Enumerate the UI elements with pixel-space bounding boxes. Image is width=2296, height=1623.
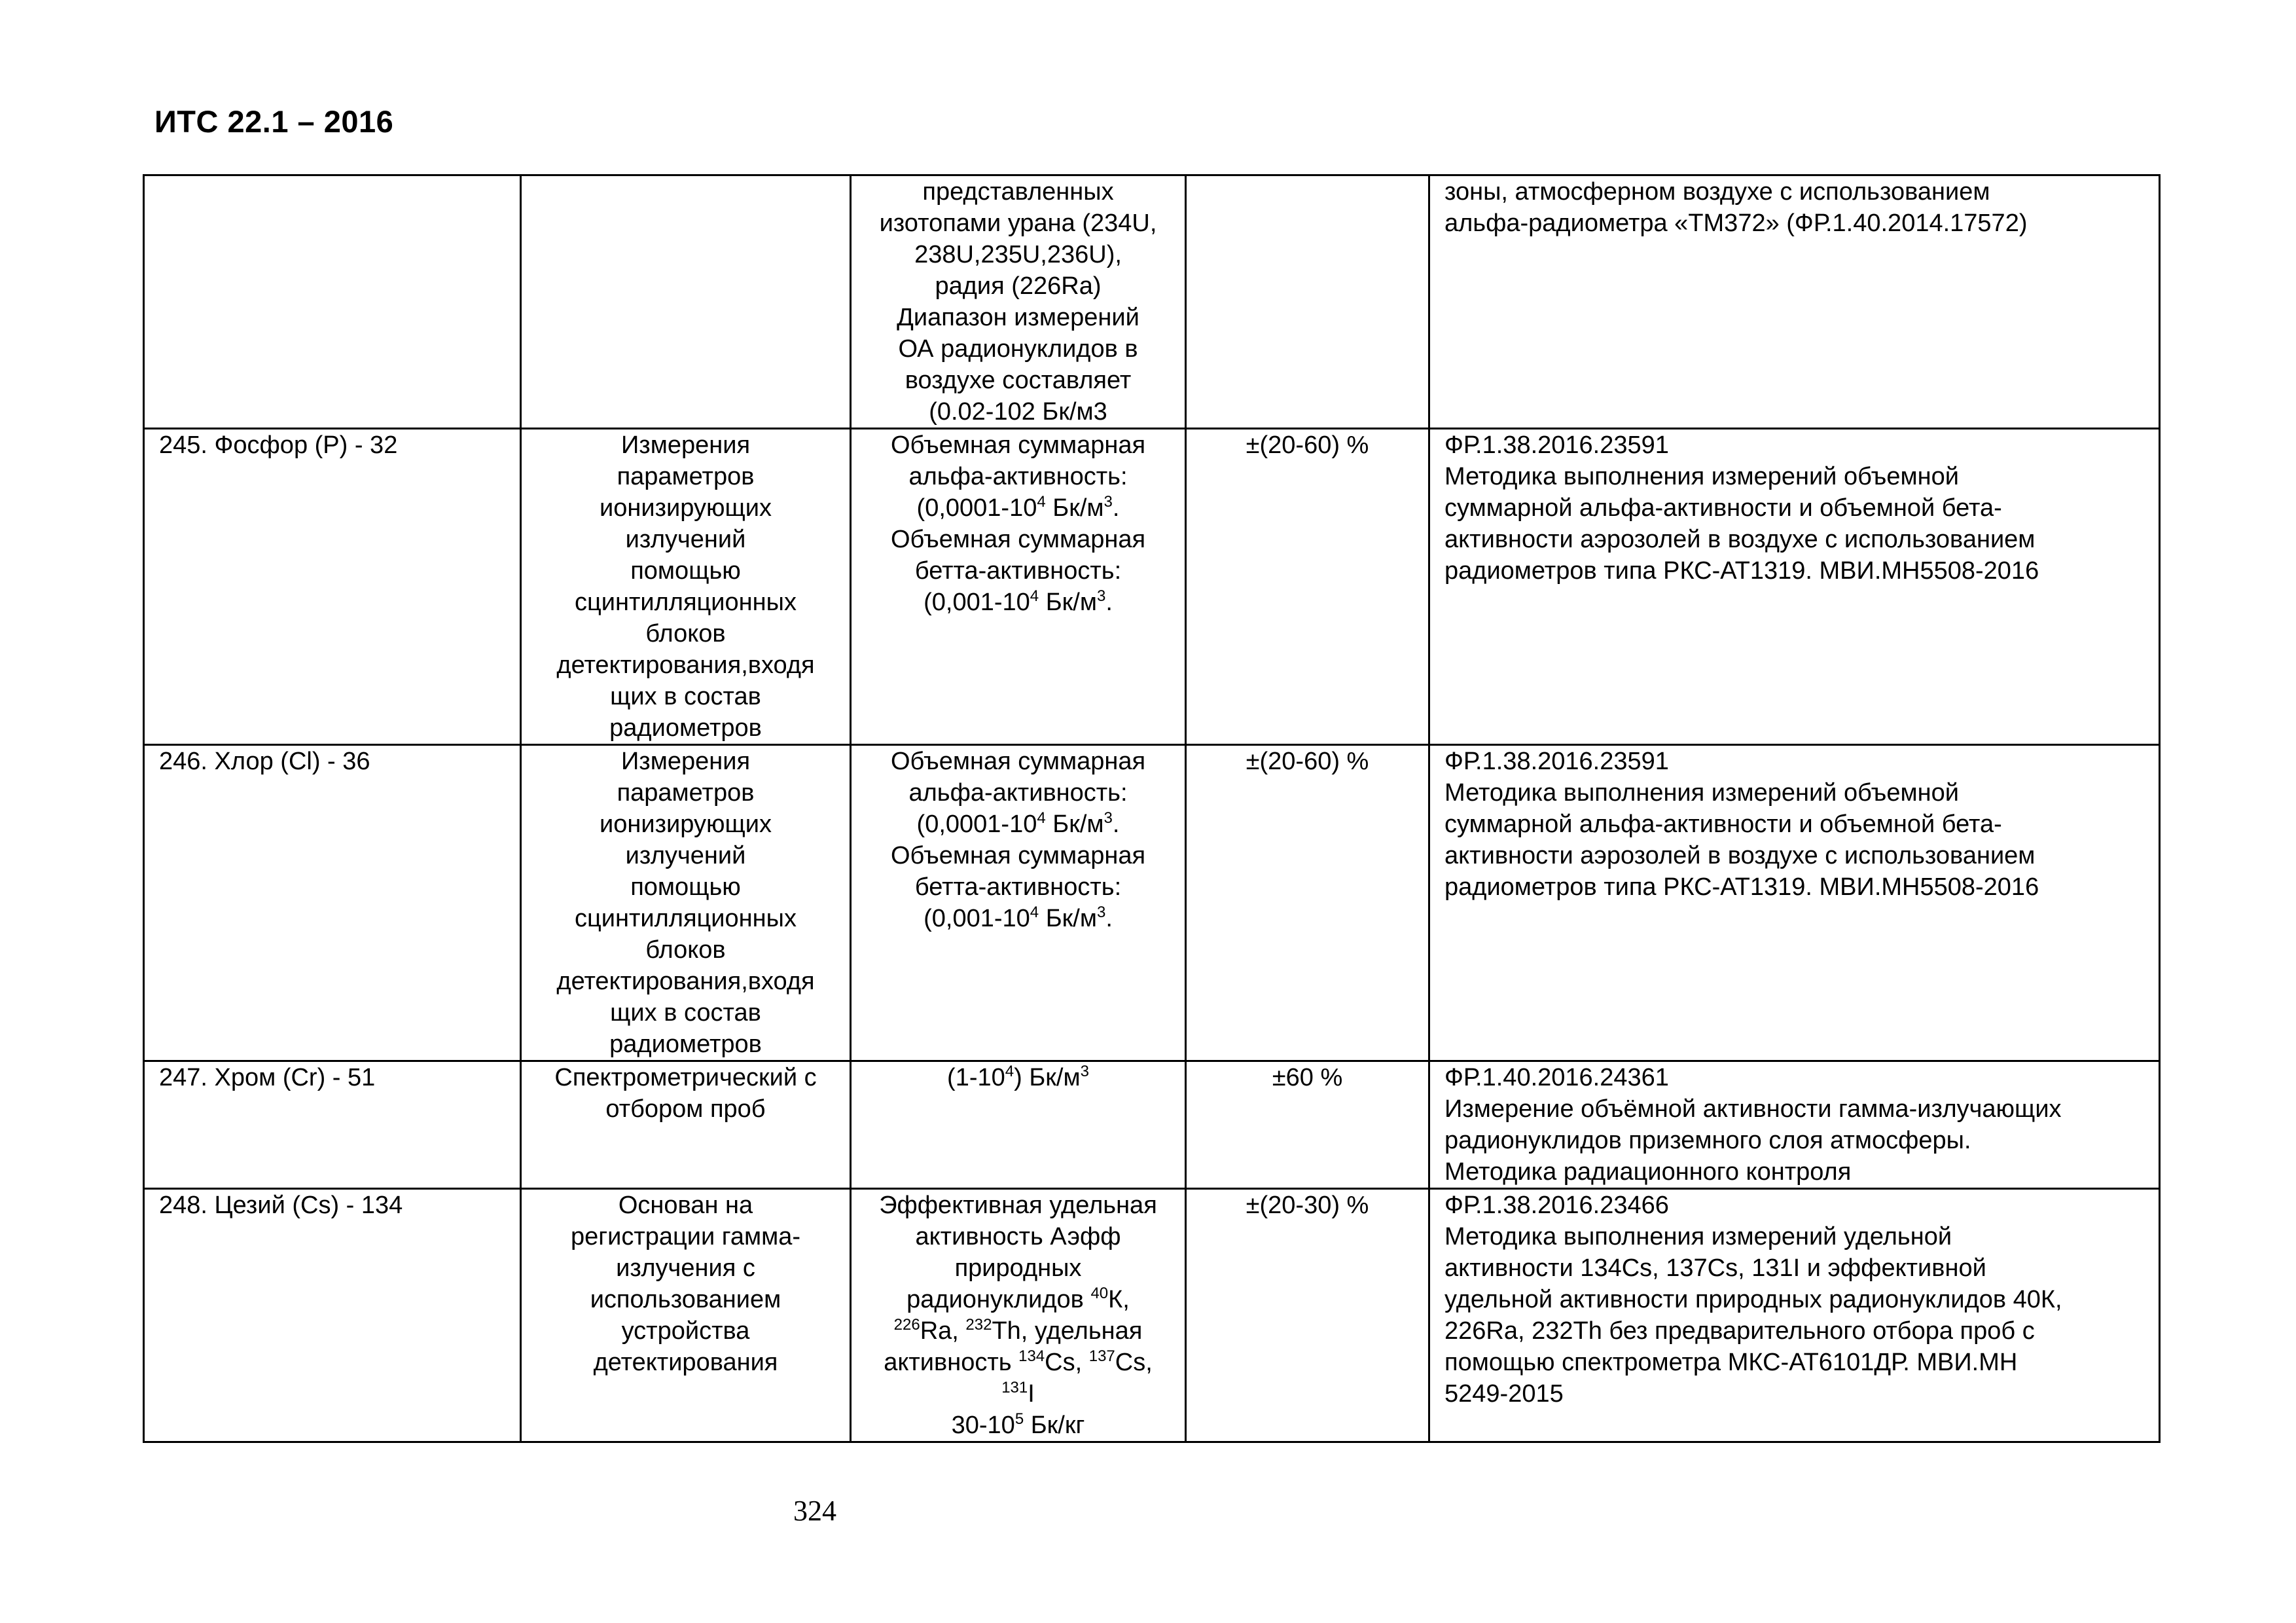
range-line: Объемная суммарная <box>890 748 1146 775</box>
substance-cell <box>144 175 521 429</box>
document-title: ИТС 22.1 – 2016 <box>154 104 394 139</box>
method-line: блоков <box>645 620 726 647</box>
range-line: ($0,0001-10^4$ $Бк/м^3$. <box>916 493 1120 522</box>
range-line: $30-10^5$ Бк/кг <box>951 1410 1085 1439</box>
substance-cell <box>144 1189 521 1442</box>
reference-line: Измерение объёмной активности гамма-излучающих <box>1444 1095 2062 1123</box>
range-line: воздухе составляет <box>905 367 1132 394</box>
range-line: Объемная суммарная <box>890 431 1146 459</box>
method-line: радиометров <box>609 1030 762 1058</box>
range-line: Эффективная удельная <box>879 1192 1157 1219</box>
range-line: представленных <box>922 178 1114 206</box>
range-line: радия (226Ra) <box>935 272 1102 300</box>
range-line: ($0,001-10^4$ $Бк/м^3$. <box>924 903 1113 932</box>
method-line: Измерения <box>620 431 751 459</box>
range-line: (0.02-102 Бк/м3 <box>929 398 1107 426</box>
method-cell <box>521 1061 851 1189</box>
method-line: излучений <box>625 526 746 553</box>
error-cell <box>1186 1189 1429 1442</box>
method-line: сцинтилляционных <box>575 905 797 932</box>
range-line: альфа-активность: <box>908 463 1128 490</box>
error-value: ±(20-60) % <box>1246 748 1369 775</box>
range-line: природных <box>954 1254 1082 1282</box>
range-line: изотопами урана (234U, <box>879 210 1157 237</box>
method-line: Основан на <box>618 1192 753 1219</box>
reference-line: ФР.1.38.2016.23466 <box>1444 1192 1669 1219</box>
method-line: параметров <box>617 463 755 490</box>
reference-cell <box>1429 175 2160 429</box>
method-line: параметров <box>617 779 755 807</box>
reference-line: Методика радиационного контроля <box>1444 1158 1852 1186</box>
error-value: ±(20-30) % <box>1246 1192 1369 1219</box>
method-line: щих в состав <box>610 683 761 710</box>
substance-cell <box>144 1061 521 1189</box>
method-line: ионизирующих <box>600 494 772 522</box>
method-line: радиометров <box>609 714 762 742</box>
range-cell <box>851 745 1186 1061</box>
method-line: детектирования,входя <box>556 651 815 679</box>
range-line: альфа-активность: <box>908 779 1128 807</box>
method-line: отбором проб <box>605 1095 766 1123</box>
method-line: детектирования,входя <box>556 968 815 995</box>
range-cell <box>851 1061 1186 1189</box>
reference-line: Методика выполнения измерений удельной <box>1444 1223 1952 1250</box>
reference-line: суммарной альфа-активности и объемной бета- <box>1444 494 2002 522</box>
reference-line: активности аэрозолей в воздухе с использованием <box>1444 526 2036 553</box>
substance-label: 246. Хлор (Cl) - 36 <box>159 748 370 775</box>
substance-label: 248. Цезий (Cs) - 134 <box>159 1192 403 1219</box>
page-number: 324 <box>793 1495 836 1527</box>
method-line: детектирования <box>593 1349 778 1376</box>
table-row <box>144 745 2160 1061</box>
reference-line: суммарной альфа-активности и объемной бета- <box>1444 811 2002 838</box>
method-cell <box>521 745 851 1061</box>
range-cell <box>851 175 1186 429</box>
range-line: радионуклидов $^{40}$К, <box>906 1285 1130 1313</box>
range-line: активность $^{134}$Cs, $^{137}$Cs, <box>884 1347 1153 1376</box>
range-line: бетта-активность: <box>914 873 1122 901</box>
reference-line: активности 134Cs, 137Cs, 131I и эффективной <box>1444 1254 1986 1282</box>
method-cell <box>521 175 851 429</box>
reference-line: ФР.1.38.2016.23591 <box>1444 748 1669 775</box>
range-line: $^{226}$Ra, $^{232}$Th, удельная <box>893 1316 1143 1345</box>
range-line: бетта-активность: <box>914 557 1122 585</box>
reference-line: Методика выполнения измерений объемной <box>1444 463 1959 490</box>
error-cell <box>1186 1061 1429 1189</box>
method-line: излучений <box>625 842 746 869</box>
reference-line: удельной активности природных радионуклидов 40К, <box>1444 1286 2062 1313</box>
error-cell <box>1186 175 1429 429</box>
method-line: Спектрометрический с <box>554 1064 817 1091</box>
reference-line: 5249-2015 <box>1444 1380 1564 1408</box>
method-line: помощью <box>630 557 741 585</box>
reference-line: радионуклидов приземного слоя атмосферы. <box>1444 1127 1971 1154</box>
substance-label: 247. Хром (Cr) - 51 <box>159 1064 376 1091</box>
substance-cell <box>144 745 521 1061</box>
reference-line: активности аэрозолей в воздухе с использованием <box>1444 842 2036 869</box>
error-cell <box>1186 745 1429 1061</box>
reference-cell <box>1429 1061 2160 1189</box>
range-line: ($0,001-10^4$ $Бк/м^3$. <box>924 587 1113 616</box>
range-cell <box>851 429 1186 745</box>
reference-line: альфа-радиометра «ТМ372» (ФР.1.40.2014.17572) <box>1444 210 2028 237</box>
table-row <box>144 429 2160 745</box>
table-row <box>144 1061 2160 1189</box>
error-value: ±60 % <box>1272 1064 1343 1091</box>
reference-line: 226Ra, 232Th без предварительного отбора проб с <box>1444 1317 2035 1345</box>
range-line: ОА радионуклидов в <box>898 335 1138 363</box>
method-cell <box>521 429 851 745</box>
table-row <box>144 175 2160 429</box>
range-line: 238U,235U,236U), <box>914 241 1122 268</box>
method-line: щих в состав <box>610 999 761 1027</box>
method-line: излучения с <box>616 1254 755 1282</box>
table-row <box>144 1189 2160 1442</box>
range-line: $^{131}$I <box>1001 1379 1035 1408</box>
reference-line: помощью спектрометра МКС-АТ6101ДР. МВИ.МН <box>1444 1349 2018 1376</box>
method-line: регистрации гамма- <box>571 1223 800 1250</box>
reference-line: зоны, атмосферном воздухе с использованием <box>1444 178 1990 206</box>
range-line: Объемная суммарная <box>890 842 1146 869</box>
method-line: сцинтилляционных <box>575 589 797 616</box>
range-line: Диапазон измерений <box>897 304 1139 331</box>
reference-line: ФР.1.40.2016.24361 <box>1444 1064 1669 1091</box>
range-line: активность Аэфф <box>915 1223 1121 1250</box>
reference-line: радиометров типа РКС-АТ1319. МВИ.МН5508-2016 <box>1444 557 2039 585</box>
method-cell <box>521 1189 851 1442</box>
reference-line: ФР.1.38.2016.23591 <box>1444 431 1669 459</box>
error-value: ±(20-60) % <box>1246 431 1369 459</box>
reference-cell <box>1429 1189 2160 1442</box>
method-line: помощью <box>630 873 741 901</box>
reference-cell <box>1429 429 2160 745</box>
substance-label: 245. Фосфор (P) - 32 <box>159 431 398 459</box>
range-line: $(1-10^4)$ $Бк/м^3$ <box>947 1063 1089 1091</box>
range-line: Объемная суммарная <box>890 526 1146 553</box>
reference-line: Методика выполнения измерений объемной <box>1444 779 1959 807</box>
error-cell <box>1186 429 1429 745</box>
range-cell <box>851 1189 1186 1442</box>
reference-line: радиометров типа РКС-АТ1319. МВИ.МН5508-2016 <box>1444 873 2039 901</box>
method-line: ионизирующих <box>600 811 772 838</box>
method-line: устройства <box>621 1317 750 1345</box>
reference-cell <box>1429 745 2160 1061</box>
range-line: ($0,0001-10^4$ $Бк/м^3$. <box>916 809 1120 838</box>
method-line: блоков <box>645 936 726 964</box>
method-line: Измерения <box>620 748 751 775</box>
measurement-methods-table <box>143 174 2161 1443</box>
method-line: использованием <box>590 1286 781 1313</box>
substance-cell <box>144 429 521 745</box>
